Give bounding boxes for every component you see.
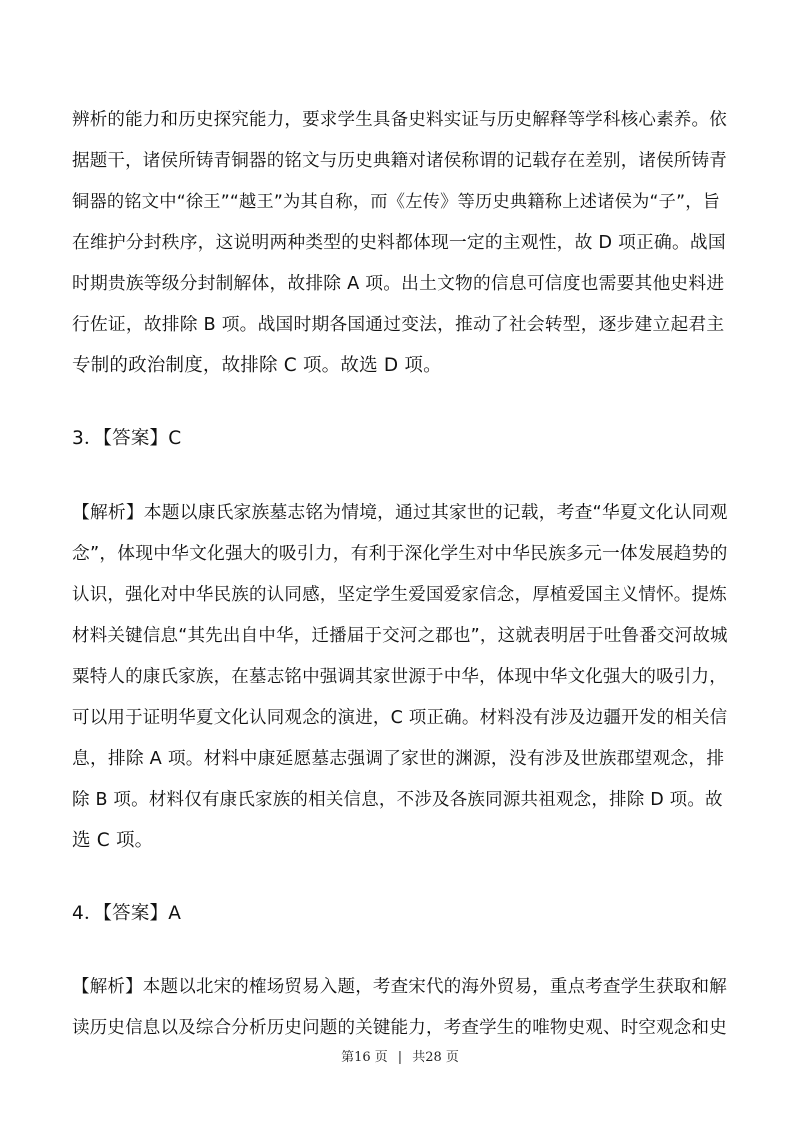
text-line: 除 B 项。材料仅有康氏家族的相关信息，不涉及各族同源共祖观念，排除 D 项。故: [72, 790, 723, 810]
page-footer: [0, 1048, 800, 1068]
total-pages: 共28 页: [412, 1050, 459, 1065]
text-line: 认识，强化对中华民族的认同感，坚定学生爱国爱家信念，厚植爱国主义情怀。提炼: [72, 585, 727, 605]
text-line: 选 C 项。: [72, 830, 154, 851]
text-line: 【解析】本题以康氏家族墓志铭为情境，通过其家世的记载，考查“华夏文化认同观: [72, 503, 728, 523]
text-line: 专制的政治制度，故排除 C 项。故选 D 项。: [72, 355, 442, 376]
text-line: 铜器的铭文中“徐王”“越王”为其自称，而《左传》等历史典籍称上述诸侯为“子”，旨: [72, 192, 721, 212]
text-line: 行佐证，故排除 B 项。战国时期各国通过变法，推动了社会转型，逐步建立起君主: [72, 315, 725, 335]
text-line: 时期贵族等级分封制解体，故排除 A 项。出土文物的信息可信度也需要其他史料进: [72, 274, 725, 294]
text-line: 可以用于证明华夏文化认同观念的演进，C 项正确。材料没有涉及边疆开发的相关信: [72, 708, 728, 728]
text-line: 粟特人的康氏家族，在墓志铭中强调其家世源于中华，体现中华文化强大的吸引力，: [72, 667, 727, 687]
text-line: 据题干，诸侯所铸青铜器的铭文与历史典籍对诸侯称谓的记载存在差别，诸侯所铸青: [72, 151, 727, 171]
text-line: 息，排除 A 项。材料中康延愿墓志强调了家世的渊源，没有涉及世族郡望观念，排: [72, 749, 725, 769]
text-line: 读历史信息以及综合分析历史问题的关键能力，考查学生的唯物史观、时空观念和史: [72, 1018, 727, 1038]
text-line: 材料关键信息“其先出自中华，迁播届于交河之郡也”，这就表明居于吐鲁番交河故城: [72, 626, 728, 646]
footer-separator: |: [397, 1050, 403, 1065]
text-line: 【解析】本题以北宋的榷场贸易入题，考查宋代的海外贸易，重点考查学生获取和解: [72, 977, 727, 997]
text-line: 辨析的能力和历史探究能力，要求学生具备史料实证与历史解释等学科核心素养。依: [72, 110, 727, 130]
text-line: 在维护分封秩序，这说明两种类型的史料都体现一定的主观性，故 D 项正确。战国: [72, 233, 726, 253]
current-page-number: 第16 页: [341, 1050, 388, 1065]
answer-heading-q3: 3．【答案】C: [72, 428, 182, 449]
text-line: 念”，体现中华文化强大的吸引力，有利于深化学生对中华民族多元一体发展趋势的: [72, 544, 728, 564]
answer-heading-q4: 4．【答案】A: [72, 903, 182, 924]
